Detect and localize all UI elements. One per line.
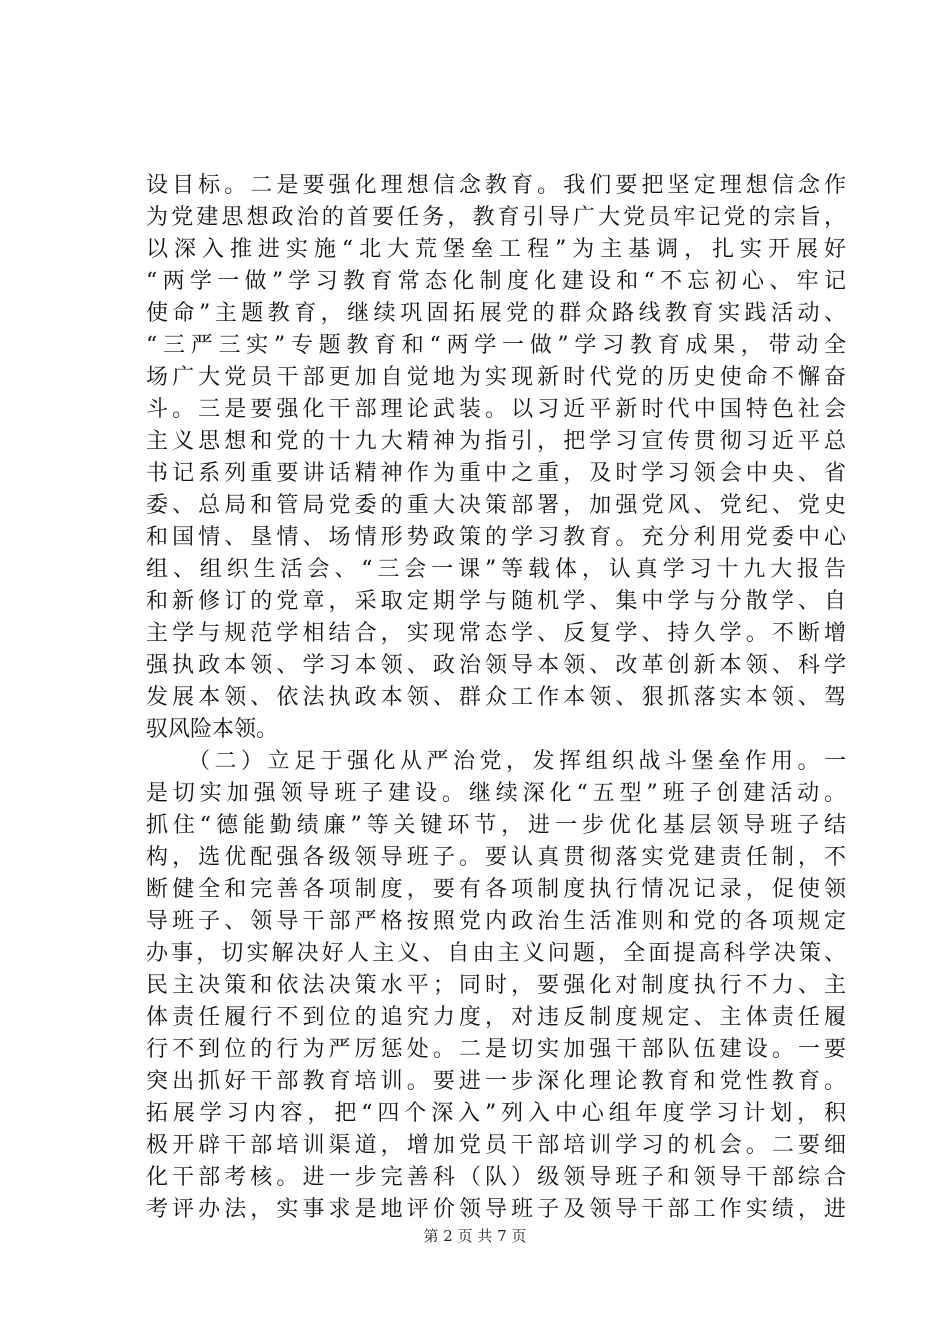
body-line: 考评办法，实事求是地评价领导班子及领导干部工作实绩，进 (146, 1197, 846, 1222)
body-line: 化干部考核。进一步完善科（队）级领导班子和领导干部综合 (146, 1165, 846, 1190)
body-line: 是切实加强领导班子建设。继续深化“五型”班子创建活动。 (146, 781, 846, 806)
body-line: 为党建思想政治的首要任务，教育引导广大党员牢记党的宗旨， (146, 205, 846, 230)
body-line: 主义思想和党的十九大精神为指引，把学习宣传贯彻习近平总 (146, 429, 846, 454)
body-line: 书记系列重要讲话精神作为重中之重，及时学习领会中央、省 (146, 461, 846, 486)
body-line: （二）立足于强化从严治党，发挥组织战斗堡垒作用。一 (146, 749, 846, 774)
body-line: 设目标。二是要强化理想信念教育。我们要把坚定理想信念作 (146, 173, 846, 198)
body-line: 突出抓好干部教育培训。要进一步深化理论教育和党性教育。 (146, 1069, 846, 1094)
body-line: 极开辟干部培训渠道，增加党员干部培训学习的机会。二要细 (146, 1133, 846, 1158)
body-line: 行不到位的行为严厉惩处。二是切实加强干部队伍建设。一要 (146, 1037, 846, 1062)
body-line: 抓住“德能勤绩廉”等关键环节，进一步优化基层领导班子结 (146, 813, 846, 838)
body-line: 断健全和完善各项制度，要有各项制度执行情况记录，促使领 (146, 877, 846, 902)
body-line: 和国情、垦情、场情形势政策的学习教育。充分利用党委中心 (146, 525, 846, 550)
body-line: 拓展学习内容，把“四个深入”列入中心组年度学习计划，积 (146, 1101, 846, 1126)
page-footer (0, 1226, 950, 1246)
body-line: 以深入推进实施“北大荒堡垒工程”为主基调，扎实开展好 (146, 237, 846, 262)
body-line: 民主决策和依法决策水平；同时，要强化对制度执行不力、主 (146, 973, 846, 998)
body-line: 办事，切实解决好人主义、自由主义问题，全面提高科学决策、 (146, 941, 846, 966)
body-line: 组、组织生活会、“三会一课”等载体，认真学习十九大报告 (146, 557, 846, 582)
body-line: “两学一做”学习教育常态化制度化建设和“不忘初心、牢记 (146, 269, 846, 294)
body-line: 使命”主题教育，继续巩固拓展党的群众路线教育实践活动、 (146, 301, 846, 326)
body-line: 强执政本领、学习本领、政治领导本领、改革创新本领、科学 (146, 653, 846, 678)
body-line: 场广大党员干部更加自觉地为实现新时代党的历史使命不懈奋 (146, 365, 846, 390)
body-line: 和新修订的党章，采取定期学与随机学、集中学与分散学、自 (146, 589, 846, 614)
page-number: 第 2 页 共 7 页 (423, 1227, 527, 1245)
body-line: 体责任履行不到位的追究力度，对违反制度规定、主体责任履 (146, 1005, 846, 1030)
document-body (146, 170, 846, 1226)
body-line: 驭风险本领。 (146, 717, 279, 742)
body-line: 发展本领、依法执政本领、群众工作本领、狠抓落实本领、驾 (146, 685, 846, 710)
body-line: 委、总局和管局党委的重大决策部署，加强党风、党纪、党史 (146, 493, 846, 518)
body-line: 斗。三是要强化干部理论武装。以习近平新时代中国特色社会 (146, 397, 846, 422)
body-line: 导班子、领导干部严格按照党内政治生活准则和党的各项规定 (146, 909, 846, 934)
body-line: 构，选优配强各级领导班子。要认真贯彻落实党建责任制，不 (146, 845, 846, 870)
body-line: “三严三实”专题教育和“两学一做”学习教育成果，带动全 (146, 333, 846, 358)
body-line: 主学与规范学相结合，实现常态学、反复学、持久学。不断增 (146, 621, 846, 646)
